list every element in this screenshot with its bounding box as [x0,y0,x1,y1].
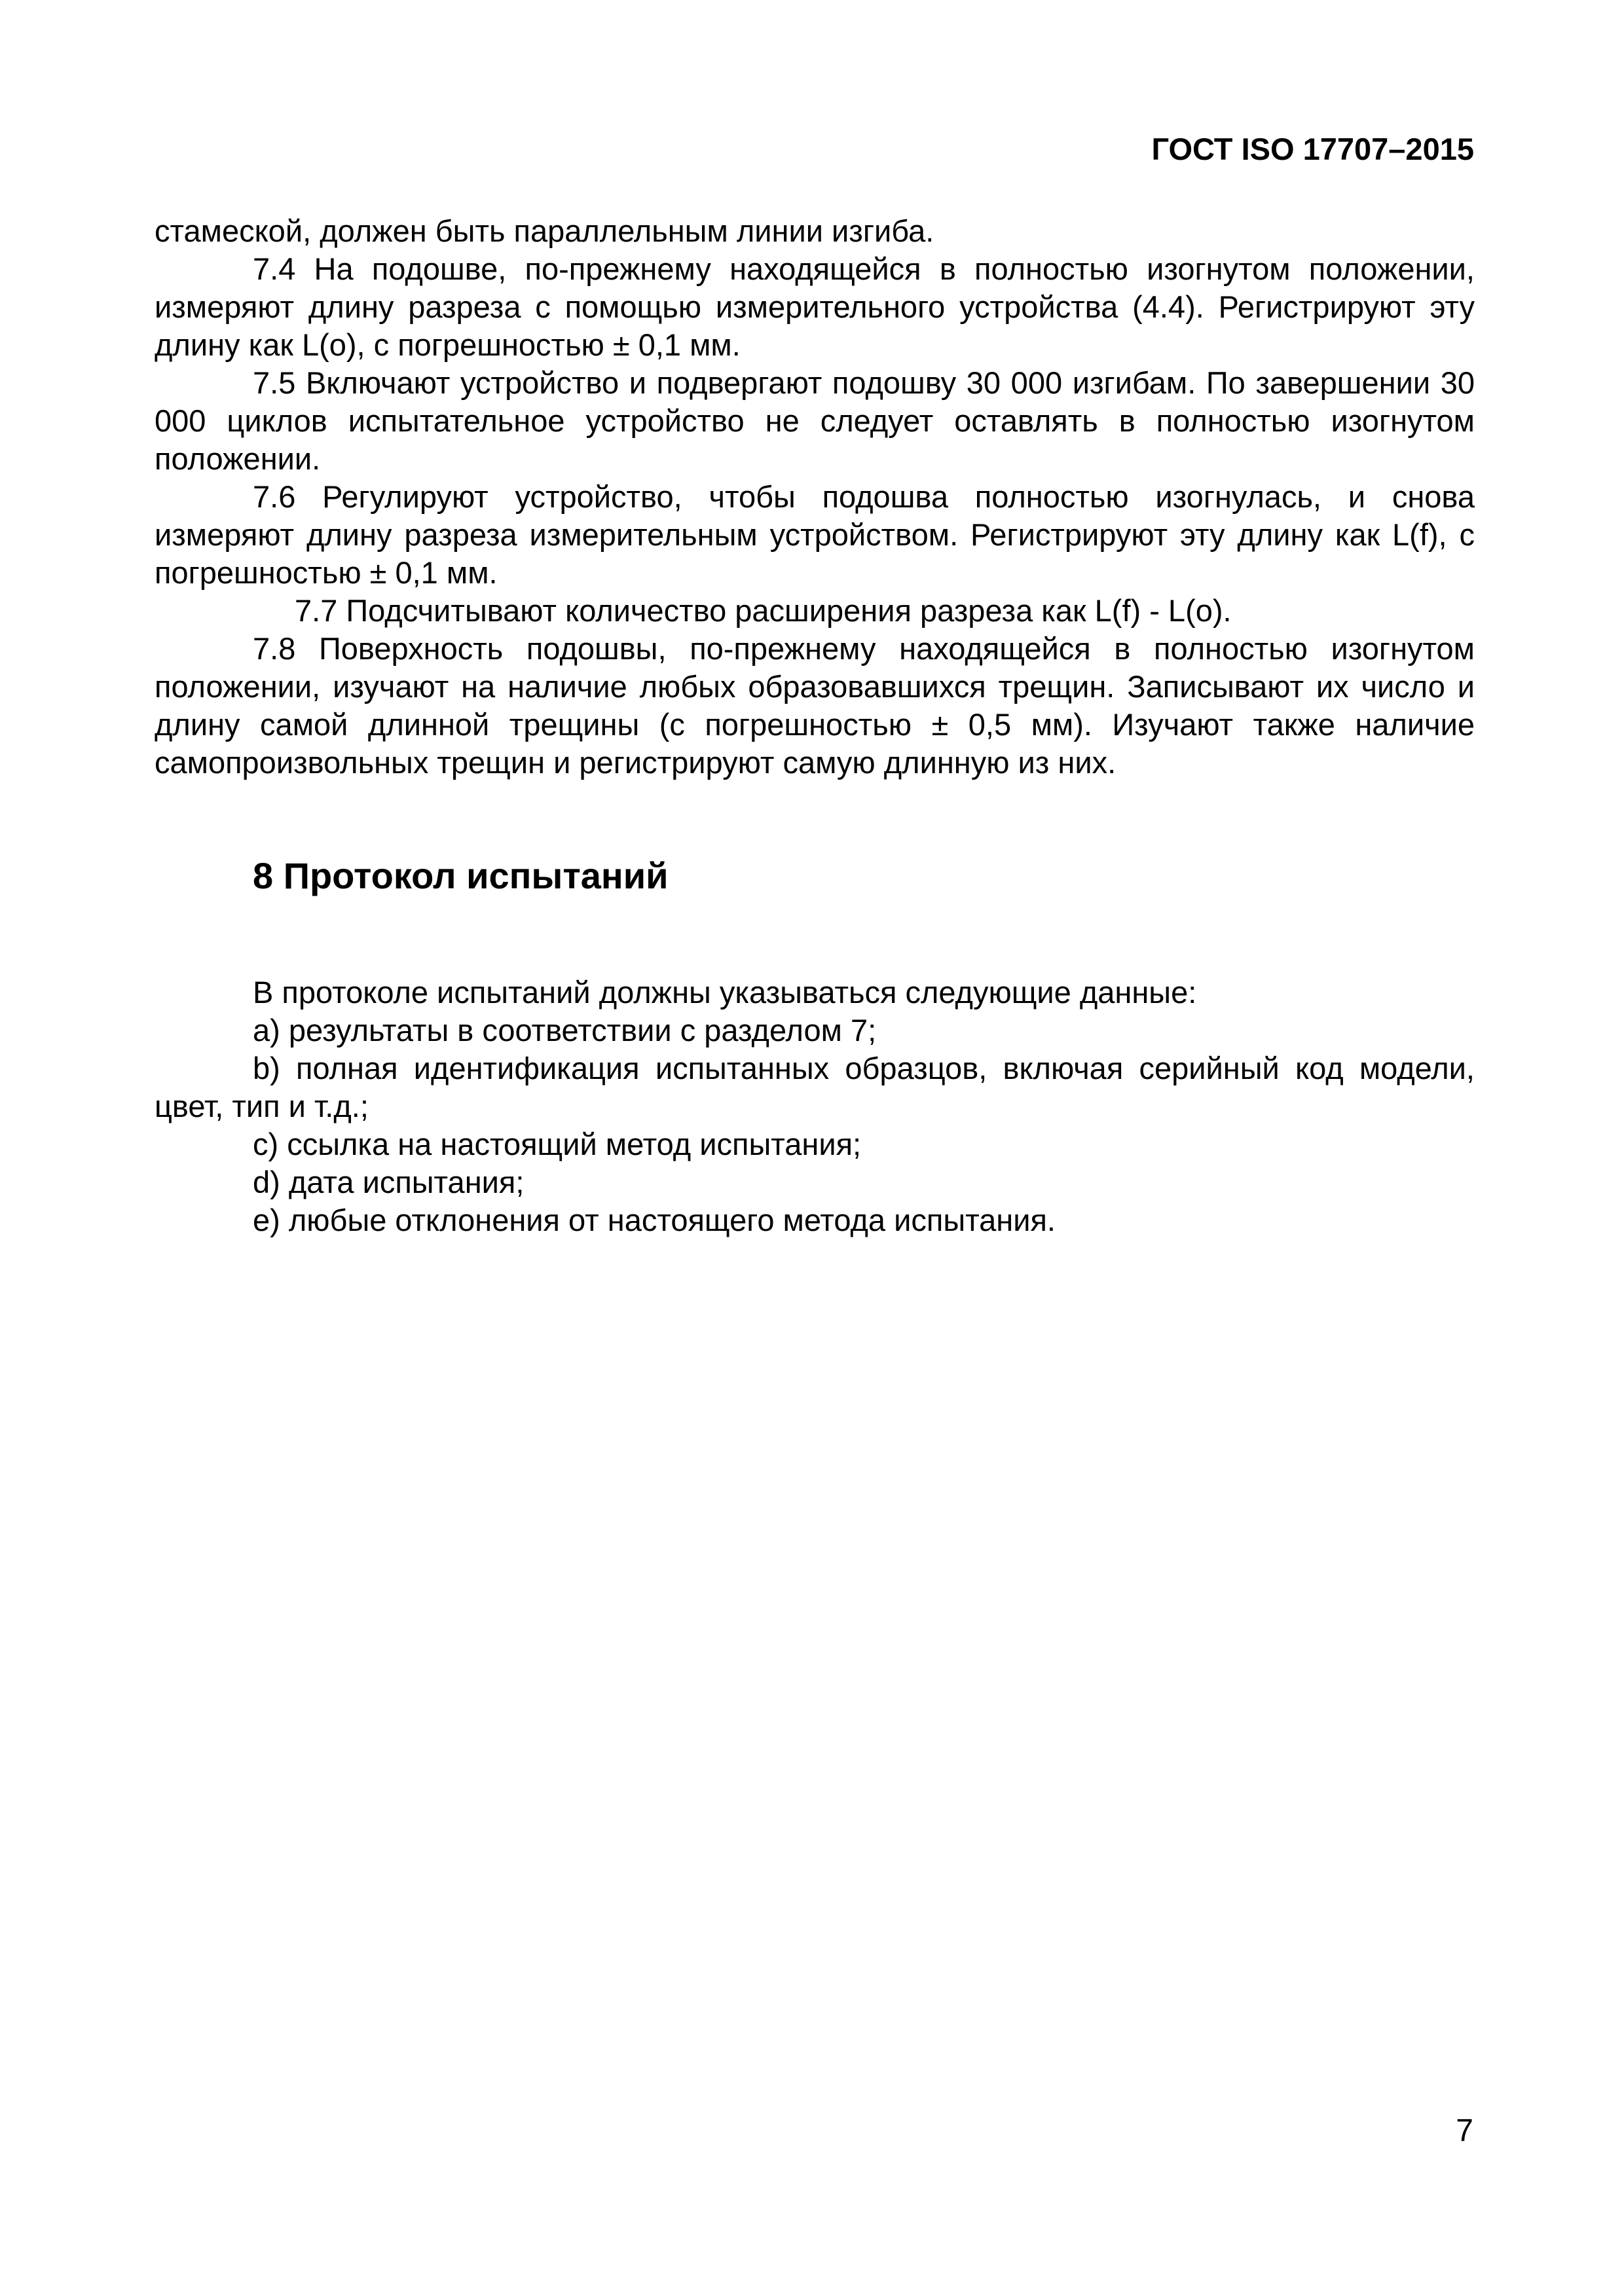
report-item-d: d) дата испытания; [253,1165,525,1199]
report-item-c: c) ссылка на настоящий метод испытания; [253,1127,862,1161]
paragraph-7-7: 7.7 Подсчитывают количество расширения разреза как L(f) - L(o). [295,593,1232,628]
report-intro: В протоколе испытаний должны указываться следующие данные: [253,975,1197,1010]
paragraph-7-8: 7.8 Поверхность подошвы, по-прежнему находящейся в полностью изогнутом положении, изучают на наличие любых образовавшихся трещин. Записывают их число и длину самой длинной трещины (с погрешностью ± 0,5 мм). Изучают также наличие самопроизвольных трещин и регистрируют самую длинную из них. [155,631,1475,780]
paragraph-7-4: 7.4 На подошве, по-прежнему находящейся в полностью изогнутом положении, измеряют длину разреза с помощью измерительного устройства (4.4). Регистрируют эту длину как L(o), с погрешностью ± 0,1 мм. [155,251,1475,362]
page-number: 7 [1456,2113,1473,2148]
section-8-heading: 8 Протокол испытаний [253,855,669,896]
document-code-header: ГОСТ ISO 17707–2015 [1151,132,1474,166]
report-item-b: b) полная идентификация испытанных образцов, включая серийный код модели, цвет, тип и т.д.; [155,1051,1475,1123]
section-7-body [155,212,1475,782]
paragraph-7-3-continuation: стамеской, должен быть параллельным линии изгиба. [155,213,934,248]
paragraph-7-5: 7.5 Включают устройство и подвергают подошву 30 000 изгибам. По завершении 30 000 циклов испытательное устройство не следует оставлять в полностью изогнутом положении. [155,365,1475,476]
report-item-e: e) любые отклонения от настоящего метода испытания. [253,1203,1056,1237]
paragraph-7-6: 7.6 Регулируют устройство, чтобы подошва полностью изогнулась, и снова измеряют длину разреза измерительным устройством. Регистрируют эту длину как L(f), с погрешностью ± 0,1 мм. [155,479,1475,590]
report-item-a: a) результаты в соответствии с разделом 7; [253,1013,877,1048]
section-8-body [155,974,1475,1239]
